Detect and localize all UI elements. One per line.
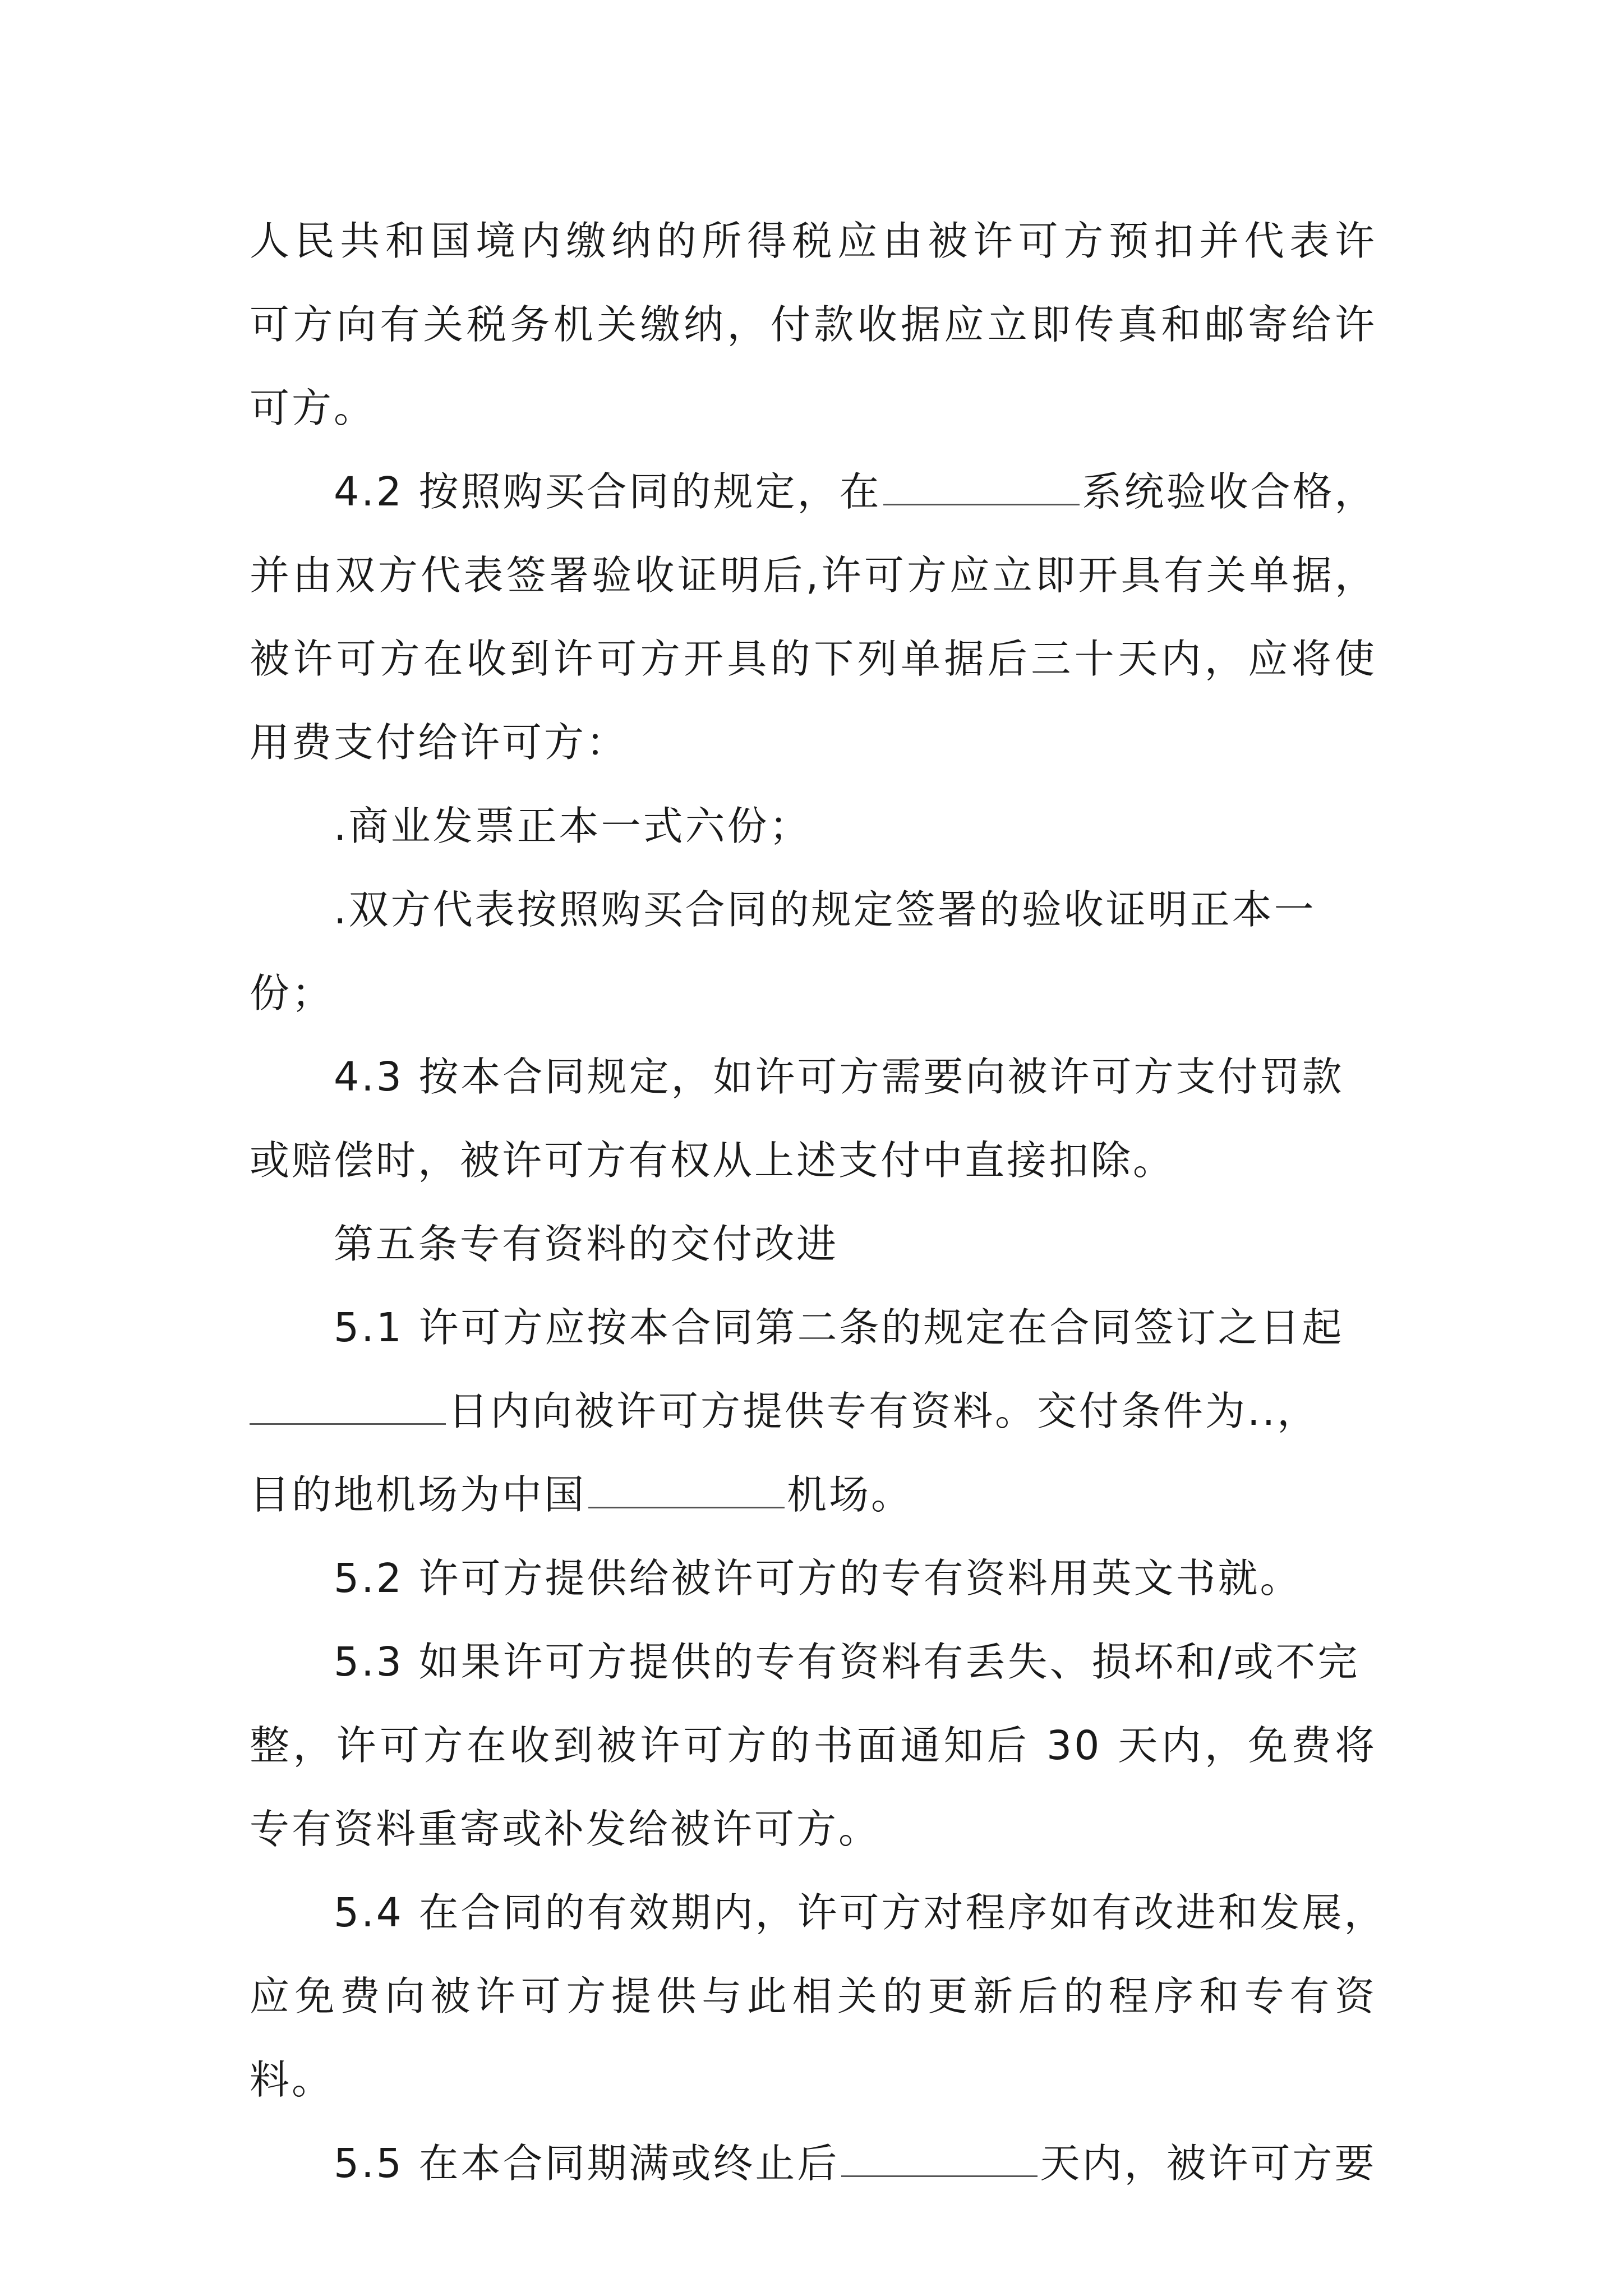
- text-segment: 5.1 许可方应按本合同第二条的规定在合同签订之日起: [334, 1304, 1344, 1351]
- fill-in-blank[interactable]: [250, 1392, 446, 1425]
- text-segment: 份；: [250, 970, 334, 1016]
- text-line: [250, 1453, 1377, 1536]
- fill-in-blank[interactable]: [588, 1475, 785, 1508]
- fill-in-blank[interactable]: [841, 2144, 1038, 2177]
- text-line: [250, 1119, 1377, 1202]
- text-segment: 可方。: [250, 385, 376, 431]
- text-line: [250, 701, 1377, 784]
- text-line: [250, 199, 1377, 283]
- text-segment: 第五条专有资料的交付改进: [334, 1221, 839, 1267]
- text-segment: 5.5 在本合同期满或终止后: [334, 2140, 840, 2187]
- clause-5-4-line: [250, 1871, 1386, 1954]
- text-line: [250, 1369, 1377, 1453]
- list-item: [250, 784, 1377, 868]
- text-segment: 机场。: [787, 1471, 914, 1518]
- list-item: [250, 868, 1377, 951]
- text-segment: 可方向有关税务机关缴纳，付款收据应立即传真和邮寄给许: [250, 301, 1377, 348]
- text-line: [250, 1954, 1377, 2038]
- clause-4-2-line: [250, 450, 1377, 533]
- text-line: [250, 533, 1377, 617]
- text-line: [250, 366, 1377, 450]
- clause-5-5-line: [250, 2122, 1377, 2205]
- text-segment: 系统验收合格，: [1082, 468, 1377, 515]
- text-segment: 整，许可方在收到被许可方的书面通知后 30 天内，免费将: [250, 1722, 1377, 1769]
- text-segment: 用费支付给许可方：: [250, 719, 629, 766]
- clause-4-3-line: [250, 1035, 1377, 1119]
- section-heading: [250, 1202, 1377, 1286]
- text-segment: 应免费向被许可方提供与此相关的更新后的程序和专有资: [250, 1973, 1377, 2019]
- text-segment: 5.4 在合同的有效期内，许可方对程序如有改进和发展，: [334, 1889, 1386, 1936]
- text-line: [250, 2038, 1377, 2122]
- text-segment: 或赔偿时，被许可方有权从上述支付中直接扣除。: [250, 1137, 1175, 1184]
- text-segment: 专有资料重寄或补发给被许可方。: [250, 1806, 881, 1852]
- text-line: [250, 283, 1377, 366]
- text-segment: 目的地机场为中国: [250, 1471, 587, 1518]
- text-segment: .双方代表按照购买合同的规定签署的验收证明正本一: [334, 886, 1316, 933]
- text-segment: 被许可方在收到许可方开具的下列单据后三十天内，应将使: [250, 636, 1377, 682]
- text-line: [250, 951, 1377, 1035]
- clause-5-2-line: [250, 1536, 1377, 1620]
- text-line: [250, 1704, 1377, 1787]
- text-segment: 并由双方代表签署验收证明后,许可方应立即开具有关单据，: [250, 552, 1377, 599]
- text-segment: 日内向被许可方提供专有资料。交付条件为..，: [448, 1388, 1320, 1434]
- contract-text: [250, 199, 1386, 2205]
- text-segment: 5.3 如果许可方提供的专有资料有丢失、损坏和/或不完: [334, 1639, 1360, 1685]
- text-segment: 4.3 按本合同规定，如许可方需要向被许可方支付罚款: [334, 1053, 1344, 1100]
- clause-5-1-line: [250, 1286, 1377, 1369]
- fill-in-blank[interactable]: [883, 472, 1080, 505]
- text-line: [250, 1787, 1377, 1871]
- clause-5-3-line: [250, 1620, 1377, 1704]
- text-segment: 5.2 许可方提供给被许可方的专有资料用英文书就。: [334, 1555, 1302, 1602]
- text-segment: .商业发票正本一式六份；: [334, 803, 811, 849]
- text-line: [250, 617, 1377, 701]
- text-segment: 天内，被许可方要: [1040, 2140, 1377, 2187]
- text-segment: 人民共和国境内缴纳的所得税应由被许可方预扣并代表许: [250, 218, 1377, 264]
- text-segment: 料。: [250, 2056, 334, 2103]
- text-segment: 4.2 按照购买合同的规定，在: [334, 468, 882, 515]
